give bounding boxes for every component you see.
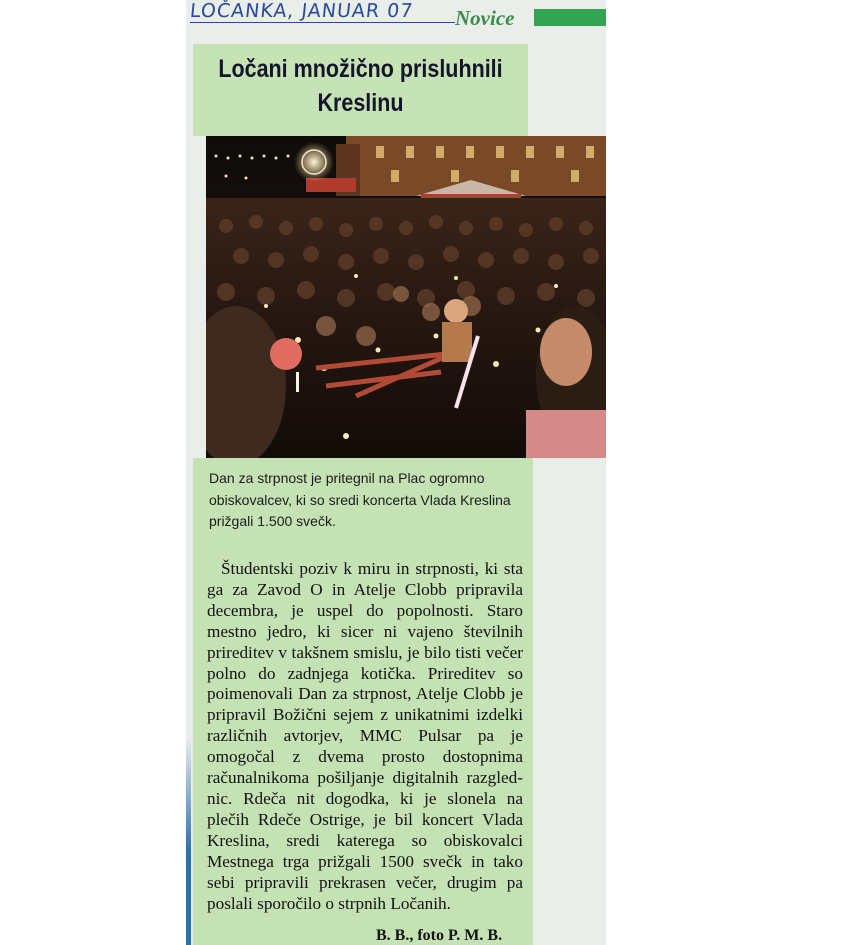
section-color-bar <box>534 9 606 26</box>
photo-caption: Dan za strpnost je pritegnil na Plac ogromno obiskovalcev, ki so sredi koncerta Vlada Kreslina prižgali 1.500 svečk. <box>209 470 511 529</box>
clipping-left-edge <box>186 0 191 945</box>
article-photo <box>206 136 606 458</box>
section-label: Novice <box>455 6 515 30</box>
handwritten-underline <box>190 22 455 23</box>
handwritten-note: LOČANKA, JANUAR 07 <box>188 0 415 22</box>
article-byline: B. B., foto P. M. B. <box>376 927 503 944</box>
article-headline: Ločani množično prisluhnili Kreslinu <box>218 55 503 117</box>
article-body: Študentski poziv k miru in strpnosti, ki sta ga za Zavod O in Atelje Clobb pripravila decembra, je uspel do popolnosti. Staro mestno jedro, ki sicer ni vajeno številnih prireditev v takšnem smislu, je bilo tisti večer polno do zadnjega kotička. Prireditev so poimenovali Dan za strpnost, Atelje Clobb je pripravil Božični sejem z unikatnimi izdelki različnih avtorjev, MMC Pulsar pa je omogočal z dvema prosto dostopnima računalnikoma pošiljanje digitalnih razglednic. Rdeča nit dogodka, ki je slonela na plečih Rdeče Ostrige, je bil koncert Vlada Kreslina, sredi katerega so obiskovalci Mestnega trga prižgali 1500 svečk in tako sebi pripravili prekrasen večer, drugim pa poslali sporočilo o strpnih Ločanih. <box>207 559 523 913</box>
crowd-with-candles-icon <box>206 136 606 458</box>
